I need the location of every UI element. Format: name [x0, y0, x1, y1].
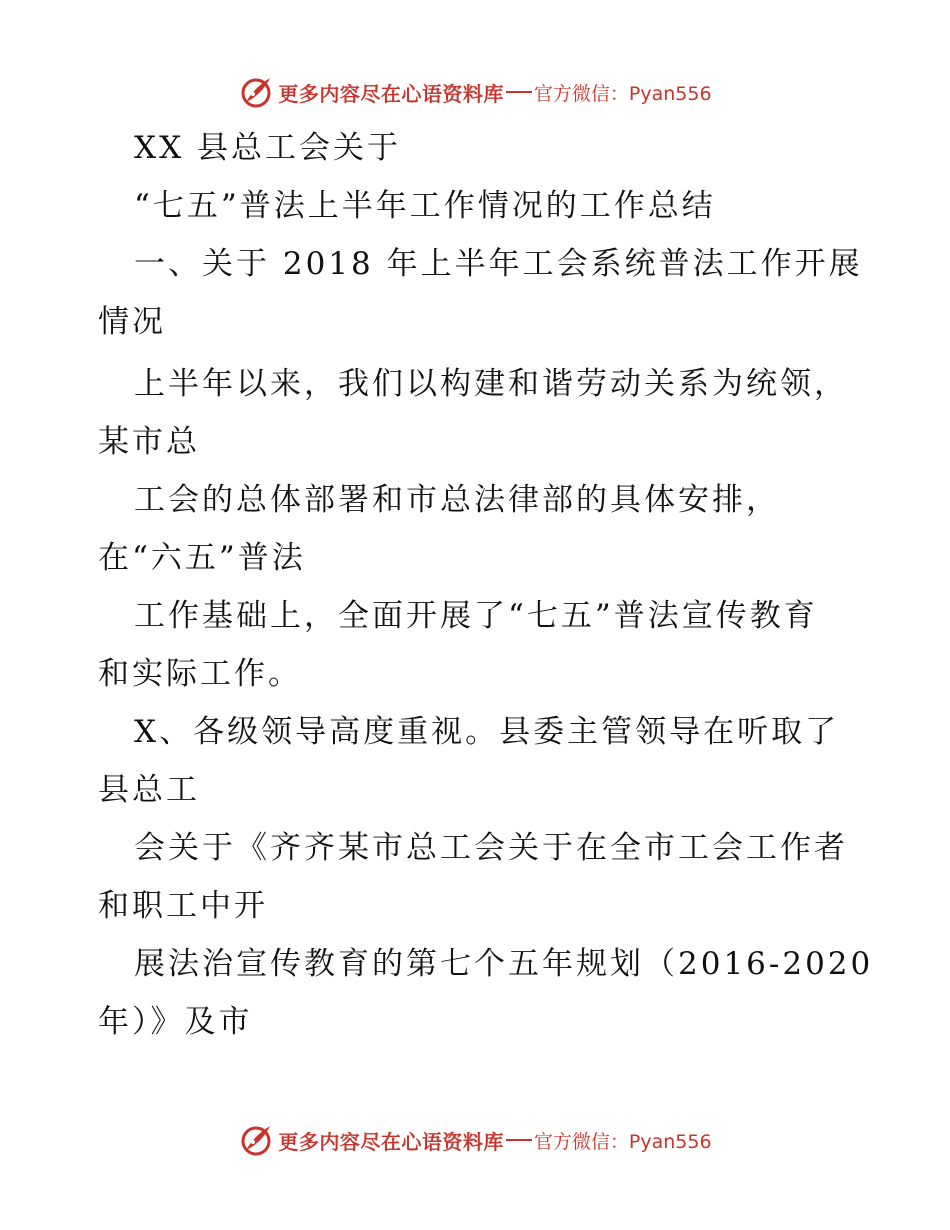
doc-title-line-1: XX 县总工会关于	[134, 130, 401, 166]
doc-para-line: 会关于《齐齐某市总工会关于在全市工会工作者	[134, 830, 848, 866]
doc-para-line: 和实际工作。	[98, 656, 302, 692]
watermark-main-text: 更多内容尽在心语资料库	[278, 1129, 504, 1154]
doc-para-line: 年）》及市	[98, 1004, 253, 1040]
watermark-sub-text: 官方微信：Pyan556	[533, 82, 712, 105]
doc-title-line-2: “七五”普法上半年工作情况的工作总结	[134, 188, 716, 224]
doc-para-line: 县总工	[98, 772, 200, 808]
doc-para-line: 上半年以来，我们以构建和谐劳动关系为统领，	[134, 366, 848, 402]
feather-logo-icon	[238, 74, 274, 110]
doc-para-line: 工作基础上，全面开展了“七五”普法宣传教育	[134, 598, 818, 634]
doc-para-line: X、各级领导高度重视。县委主管领导在听取了	[134, 714, 840, 750]
watermark-footer	[0, 1118, 950, 1162]
watermark-header	[0, 70, 950, 114]
doc-para-line: 工会的总体部署和市总法律部的具体安排，	[134, 482, 780, 518]
watermark-sub-text: 官方微信：Pyan556	[533, 1130, 712, 1153]
watermark-dash	[506, 91, 532, 93]
doc-heading-1: 一、关于 2018 年上半年工会系统普法工作开展	[134, 246, 863, 282]
doc-heading-1-cont: 情况	[98, 304, 166, 340]
doc-para-line: 和职工中开	[98, 888, 268, 924]
feather-logo-icon	[238, 1122, 274, 1158]
doc-para-line: 某市总	[98, 424, 200, 460]
watermark-main-text: 更多内容尽在心语资料库	[278, 81, 504, 106]
doc-para-line: 在“六五”普法	[98, 540, 306, 576]
watermark-dash	[506, 1139, 532, 1141]
doc-para-line: 展法治宣传教育的第七个五年规划（2016-2020	[134, 946, 874, 982]
